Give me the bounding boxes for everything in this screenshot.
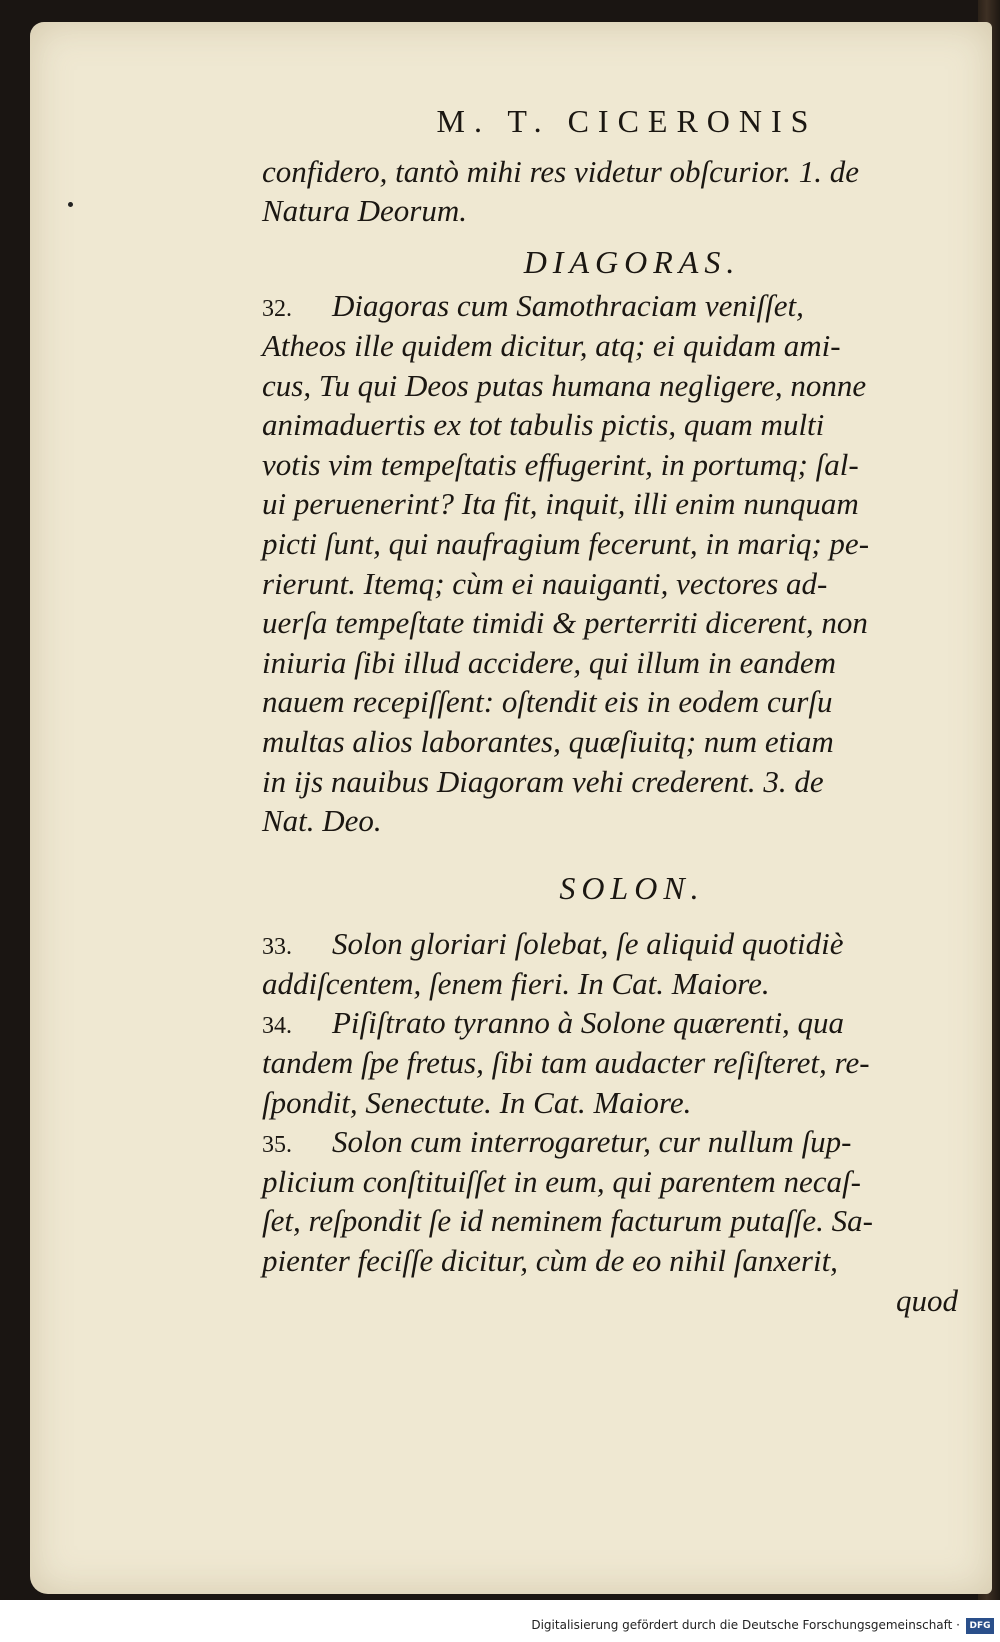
dfg-logo-icon: DFG	[966, 1618, 994, 1634]
paragraph-number: 34.	[262, 1013, 292, 1040]
page-text-block	[262, 102, 972, 1320]
text-line: in ijs nauibus Diagoram vehi crederent. 3. de	[262, 763, 824, 799]
text-line: ui peruenerint? Ita fit, inquit, illi enim nunquam	[262, 486, 859, 522]
text-line: ſet, reſpondit ſe id neminem facturum putaſſe. Sa-	[262, 1203, 873, 1239]
text-line: pienter feciſſe dicitur, cùm de eo nihil ſanxerit,	[262, 1243, 838, 1279]
catchword: quod	[896, 1282, 958, 1318]
text-line: multas alios laborantes, quæſiuitq; num etiam	[262, 723, 834, 759]
text-line: ſpondit, Senectute. In Cat. Maiore.	[262, 1084, 692, 1120]
text-line: rierunt. Itemq; cùm ei nauiganti, vectores ad-	[262, 565, 828, 601]
text-line: Nat. Deo.	[262, 803, 382, 839]
paragraph-number: 32.	[262, 296, 292, 323]
text-line: nauem recepiſſent: oſtendit eis in eodem curſu	[262, 684, 833, 720]
text-line: tandem ſpe fretus, ſibi tam audacter reſiſteret, re-	[262, 1045, 870, 1081]
footer-bar	[0, 1600, 1000, 1642]
running-head: M. T. CICERONIS	[436, 103, 818, 139]
text-line: Piſiſtrato tyranno à Solone quærenti, qua	[332, 1005, 845, 1041]
text-line: confidero, tantò mihi res videtur obſcurior. 1. de	[262, 153, 859, 189]
text-line: Solon gloriari ſolebat, ſe aliquid quotidiè	[332, 926, 844, 962]
text-line: plicium conſtituiſſet in eum, qui parentem necaſ-	[262, 1163, 861, 1199]
text-line: Atheos ille quidem dicitur, atq; ei quidam ami-	[262, 327, 841, 363]
text-line: iniuria ſibi illud accidere, qui illum in eandem	[262, 644, 836, 680]
text-line: uerſa tempeſtate timidi & perterriti dicerent, non	[262, 605, 868, 641]
text-line: Diagoras cum Samothraciam veniſſet,	[332, 288, 804, 324]
book-page	[30, 22, 992, 1594]
text-line: Solon cum interrogaretur, cur nullum ſup-	[332, 1124, 852, 1160]
text-line: picti ſunt, qui naufragium fecerunt, in mariq; pe-	[262, 525, 870, 561]
paragraph-number: 35.	[262, 1132, 292, 1159]
ink-mark	[68, 202, 73, 207]
section-heading-diagoras: DIAGORAS.	[523, 243, 741, 280]
text-line: Natura Deorum.	[262, 193, 467, 229]
text-line: animaduertis ex tot tabulis pictis, quam multi	[262, 407, 825, 443]
footer-credit: Digitalisierung gefördert durch die Deutsche Forschungsgemeinschaft ·	[531, 1618, 960, 1632]
paragraph-number: 33.	[262, 934, 292, 961]
text-line: addiſcentem, ſenem fieri. In Cat. Maiore.	[262, 965, 770, 1001]
text-line: cus, Tu qui Deos putas humana negligere, nonne	[262, 367, 867, 403]
text-line: votis vim tempeſtatis effugerint, in portumq; ſal-	[262, 446, 859, 482]
section-heading-solon: SOLON.	[559, 869, 705, 906]
